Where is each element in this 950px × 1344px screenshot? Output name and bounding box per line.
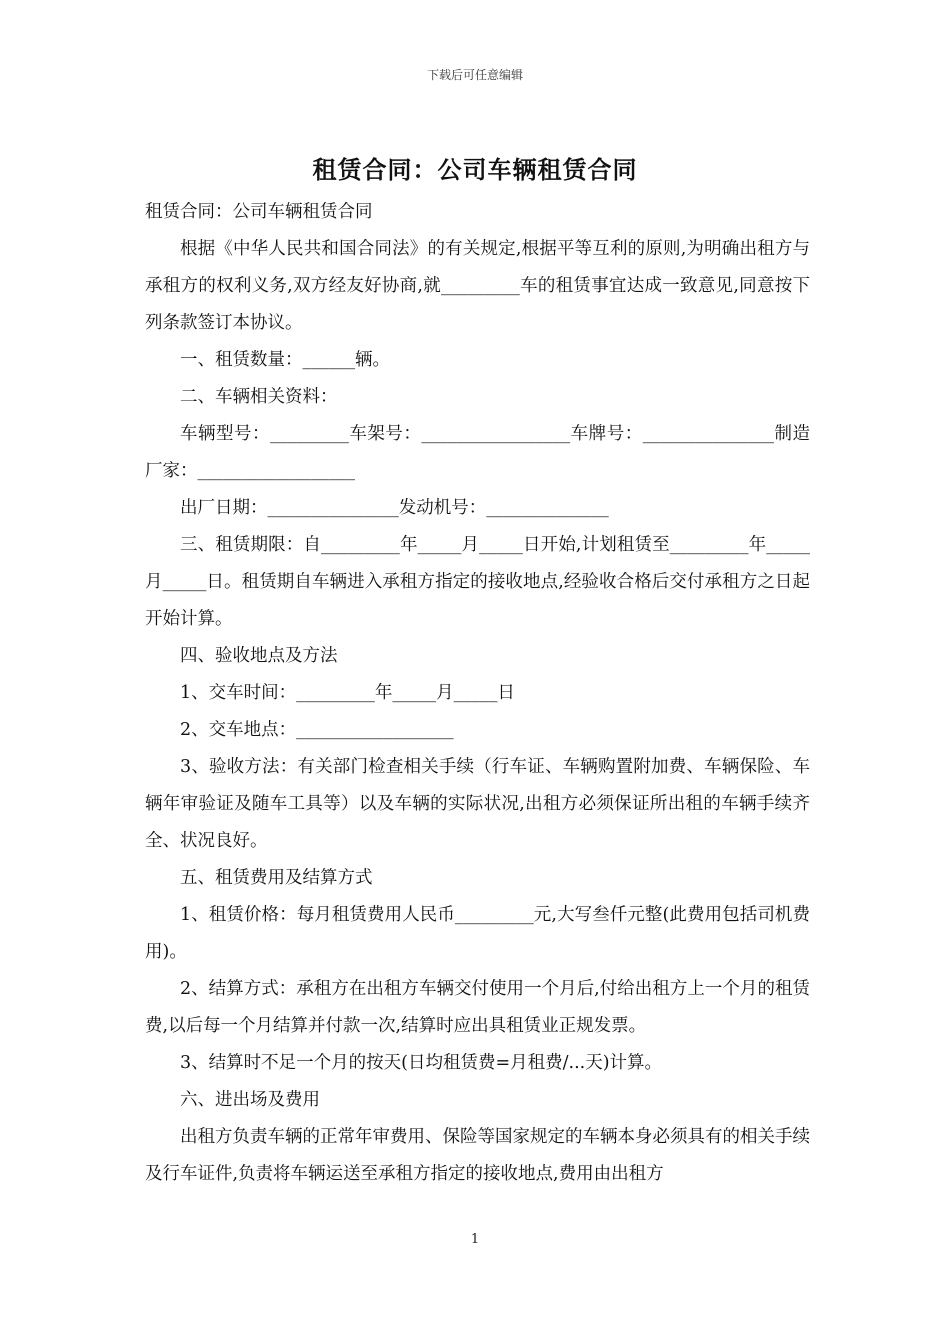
clause-5-heading: 五、租赁费用及结算方式 [180,868,373,888]
document-title: 租赁合同：公司车辆租赁合同 [312,156,638,184]
page-number: 1 [470,1232,480,1247]
settlement-method-paragraph: 2、结算方式：承租方在出租方车辆交付使用一个月后,付给出租方上一个月的租赁费,以后每一个月结算并付款一次,结算时应出具租赁业正规发票。 [145,979,810,1036]
rental-price-paragraph: 1、租赁价格：每月租赁费用人民币_________元,大写叁仟元整(此费用包括司机费用)。 [145,905,810,962]
vehicle-info-line: 车辆型号：_________车架号：_________________车牌号：_______________制造厂家：__________________ [145,424,810,481]
document-body [145,194,810,1193]
delivery-time-line: 1、交车时间：_________年_____月_____日 [180,683,515,703]
clause-1-quantity: 一、租赁数量：______辆。 [180,350,390,370]
clause-2-heading: 二、车辆相关资料： [180,387,338,407]
vehicle-date-engine-line: 出厂日期：_______________发动机号：______________ [180,498,609,518]
partial-month-paragraph: 3、结算时不足一个月的按天(日均租赁费=月租费/...天)计算。 [180,1053,663,1073]
entry-exit-fees-paragraph: 出租方负责车辆的正常年审费用、保险等国家规定的车辆本身必须具有的相关手续及行车证件,负责将车辆运送至承租方指定的接收地点,费用由出租方 [145,1127,810,1184]
subtitle-line: 租赁合同：公司车辆租赁合同 [145,202,373,222]
delivery-place-line: 2、交车地点：__________________ [180,720,454,740]
clause-3-term: 三、租赁期限：自_________年_____月_____日开始,计划租赁至_________年_____月_____日。租赁期自车辆进入承租方指定的接收地点,经验收合格后交付承租方之日起开始计算。 [145,535,810,629]
clause-4-heading: 四、验收地点及方法 [180,646,338,666]
preamble-paragraph: 根据《中华人民共和国合同法》的有关规定,根据平等互利的原则,为明确出租方与承租方的权利义务,双方经友好协商,就_________车的租赁事宜达成一致意见,同意按下列条款签订本协议。 [145,239,810,333]
clause-6-heading: 六、进出场及费用 [180,1090,320,1110]
inspection-method-paragraph: 3、验收方法：有关部门检查相关手续（行车证、车辆购置附加费、车辆保险、车辆年审验证及随车工具等）以及车辆的实际状况,出租方必须保证所出租的车辆手续齐全、状况良好。 [145,757,810,851]
page-header-note: 下载后可任意编辑 [426,68,523,82]
